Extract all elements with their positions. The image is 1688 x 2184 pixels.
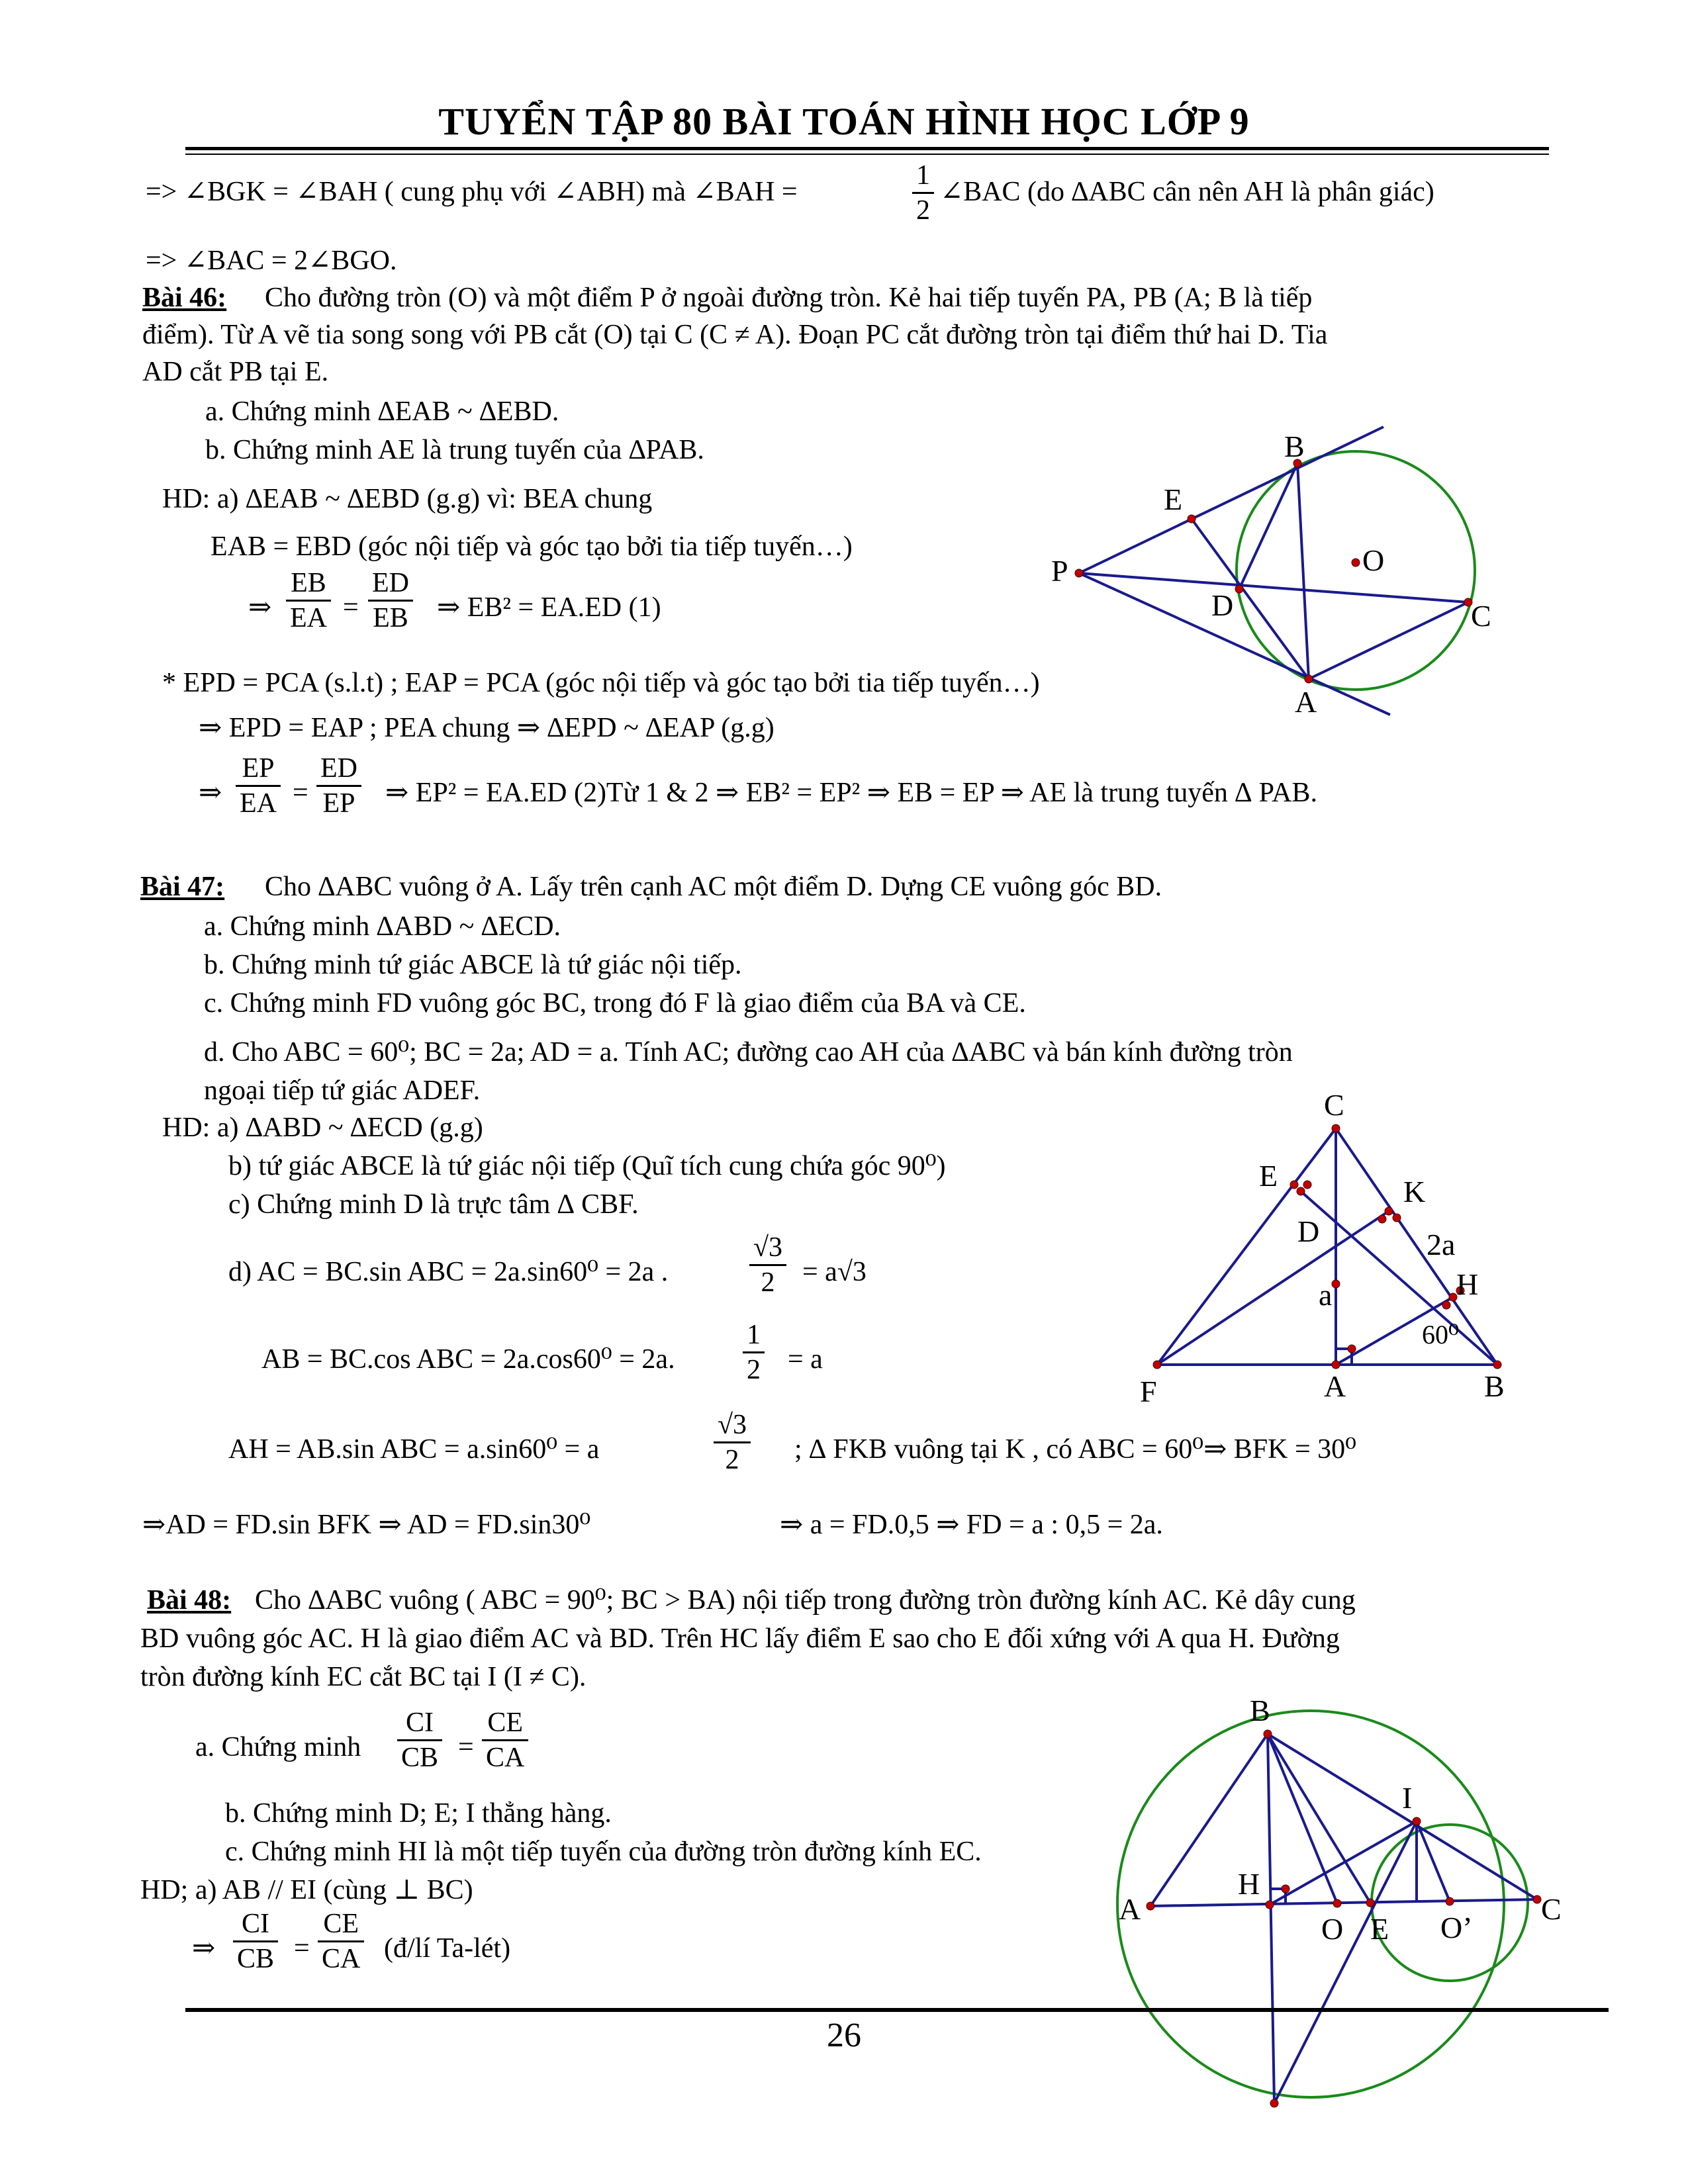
segment-pc bbox=[1079, 573, 1468, 602]
segment-bo bbox=[1268, 1734, 1337, 1903]
fraction-ce-ca-2 bbox=[318, 1907, 364, 1976]
fraction-sqrt3-2 bbox=[749, 1231, 786, 1299]
segment-ac bbox=[1309, 602, 1468, 679]
point-o bbox=[1333, 1899, 1341, 1907]
fraction-numerator: CE bbox=[318, 1907, 364, 1942]
fraction-denominator: 2 bbox=[916, 195, 930, 226]
point-d bbox=[1235, 585, 1243, 593]
fraction-ep-ea bbox=[236, 752, 281, 820]
problem-47-question-d-1: d. Cho ABC = 60⁰; BC = 2a; AD = a. Tính AC; đường cao AH của ∆ABC và bán kính đường tròn bbox=[204, 1037, 1293, 1068]
equals-sign: = bbox=[293, 778, 308, 808]
point-k bbox=[1385, 1207, 1393, 1215]
diameter-ac bbox=[1150, 1899, 1537, 1906]
fraction-denominator: CA bbox=[322, 1944, 361, 1974]
fraction-ce-ca bbox=[482, 1706, 528, 1774]
problem-48-question-c: c. Chứng minh HI là một tiếp tuyến của đường tròn đường kính EC. bbox=[225, 1837, 982, 1867]
figure-46 bbox=[1033, 410, 1491, 728]
label-2a: 2a bbox=[1427, 1228, 1456, 1261]
problem-47-hint-2: b) tứ giác ABCE là tứ giác nội tiếp (Quĩ tích cung chứa góc 90⁰) bbox=[228, 1151, 946, 1181]
problem-47-hint-1: HD: a) ∆ABD ~ ∆ECD (g.g) bbox=[162, 1113, 483, 1143]
point-b bbox=[1264, 1730, 1272, 1738]
problem-47-statement: Cho ∆ABC vuông ở A. Lấy trên cạnh AC một điểm D. Dựng CE vuông góc BD. bbox=[265, 872, 1162, 902]
prev-fraction bbox=[912, 159, 934, 227]
fraction-ed-ep bbox=[316, 752, 361, 820]
fraction-sqrt3-2b bbox=[714, 1408, 751, 1477]
point-a bbox=[1305, 675, 1313, 683]
header-rule-thin bbox=[185, 154, 1549, 155]
label-a: A bbox=[1119, 1892, 1141, 1926]
problem-48-heading bbox=[147, 1582, 231, 1619]
label-i: I bbox=[1402, 1781, 1413, 1815]
point-a bbox=[1332, 1361, 1340, 1369]
label-p: P bbox=[1051, 554, 1068, 588]
fraction-numerator: ED bbox=[368, 567, 413, 602]
tangent-pa bbox=[1079, 573, 1390, 715]
point-k-mark bbox=[1393, 1214, 1401, 1222]
label-o: O bbox=[1362, 543, 1385, 577]
segment-bc bbox=[1268, 1734, 1537, 1899]
label-k: K bbox=[1403, 1175, 1426, 1208]
label-b: B bbox=[1250, 1694, 1270, 1727]
label-b: B bbox=[1484, 1369, 1505, 1403]
point-o2 bbox=[1446, 1897, 1454, 1905]
fraction-numerator: CI bbox=[233, 1907, 278, 1942]
fraction-numerator: 1 bbox=[743, 1318, 765, 1353]
problem-47-hint-3: c) Chứng minh D là trực tâm ∆ CBF. bbox=[228, 1189, 639, 1220]
label-a: A bbox=[1295, 685, 1317, 719]
label-c: C bbox=[1471, 599, 1491, 633]
fraction-eb-ea bbox=[286, 567, 331, 635]
label-e: E bbox=[1259, 1159, 1278, 1193]
label-d: D bbox=[1211, 588, 1234, 622]
label-o: O bbox=[1321, 1912, 1344, 1946]
problem-47-hint-7b: ⇒ a = FD.0,5 ⇒ FD = a : 0,5 = 2a. bbox=[780, 1510, 1163, 1540]
problem-47-label: Bài 47: bbox=[140, 872, 225, 902]
problem-46-question-b: b. Chứng minh AE là trung tuyến của ∆PAB. bbox=[205, 435, 704, 465]
page-title: TUYỂN TẬP 80 BÀI TOÁN HÌNH HỌC LỚP 9 bbox=[438, 100, 1250, 143]
point-h-mark bbox=[1442, 1301, 1450, 1309]
problem-48-question-b: b. Chứng minh D; E; I thẳng hàng. bbox=[225, 1798, 612, 1829]
fraction-denominator: EP bbox=[322, 788, 355, 819]
point-d bbox=[1332, 1280, 1340, 1288]
point-c bbox=[1332, 1124, 1340, 1132]
problem-48-hint-2: (đ/lí Ta-lét) bbox=[384, 1933, 511, 1964]
problem-47-hint-5b: = a bbox=[788, 1344, 823, 1375]
label-d: D bbox=[1297, 1214, 1320, 1248]
fraction-denominator: 2 bbox=[747, 1355, 761, 1385]
problem-48-label: Bài 48: bbox=[147, 1585, 232, 1615]
fraction-denominator: EB bbox=[373, 603, 408, 633]
problem-46-hint-5: ⇒ EPD = EAP ; PEA chung ⇒ ∆EPD ~ ∆EAP (g.g) bbox=[199, 713, 774, 743]
fraction-numerator: √3 bbox=[749, 1231, 786, 1266]
problem-46-label: Bài 46: bbox=[142, 283, 227, 313]
label-c: C bbox=[1324, 1088, 1344, 1122]
problem-46-statement-3: AD cắt PB tại E. bbox=[142, 357, 329, 387]
problem-47-hint-6: AH = AB.sin ABC = a.sin60⁰ = a bbox=[228, 1434, 600, 1465]
footer-rule bbox=[185, 2008, 1609, 2012]
problem-46-statement-1: Cho đường tròn (O) và một điểm P ở ngoài đường tròn. Kẻ hai tiếp tuyến PA, PB (A; B là tiếp bbox=[265, 283, 1313, 313]
problem-46-hint-4: * EPD = PCA (s.l.t) ; EAP = PCA (góc nội tiếp và góc tạo bởi tia tiếp tuyến…) bbox=[162, 668, 1040, 698]
point-a bbox=[1147, 1902, 1154, 1910]
problem-47-question-d-2: ngoại tiếp tứ giác ADEF. bbox=[204, 1075, 481, 1106]
prev-line-2: => ∠BAC = 2∠BGO. bbox=[146, 246, 397, 276]
segment-fk bbox=[1157, 1211, 1389, 1365]
problem-47-hint-5: AB = BC.cos ABC = 2a.cos60⁰ = 2a. bbox=[261, 1344, 675, 1375]
point-a-mark bbox=[1348, 1345, 1356, 1353]
problem-47-heading bbox=[140, 868, 224, 905]
problem-46-hint-3: ⇒ EB² = EA.ED (1) bbox=[437, 592, 661, 623]
problem-46-statement-2: điểm). Từ A vẽ tia song song với PB cắt (O) tại C (C ≠ A). Đoạn PC cắt đường tròn tại điểm thứ hai D. Tia bbox=[142, 320, 1328, 350]
problem-48-hint-1: HD; a) AB // EI (cùng ⊥ BC) bbox=[140, 1875, 473, 1905]
fraction-ed-eb bbox=[368, 567, 413, 635]
problem-46-question-a: a. Chứng minh ∆EAB ~ ∆EBD. bbox=[205, 396, 559, 427]
segment-ba bbox=[1297, 463, 1309, 679]
fraction-denominator: CB bbox=[401, 1743, 439, 1773]
fraction-numerator: CE bbox=[482, 1706, 528, 1741]
segment-io2 bbox=[1417, 1821, 1450, 1901]
label-h: H bbox=[1238, 1867, 1260, 1901]
problem-46-hint-6-implies: ⇒ bbox=[199, 778, 222, 808]
fraction-numerator: CI bbox=[397, 1706, 442, 1741]
fraction-denominator: CA bbox=[486, 1743, 525, 1773]
problem-47-question-a: a. Chứng minh ∆ABD ~ ∆ECD. bbox=[204, 911, 561, 942]
point-f bbox=[1153, 1361, 1161, 1369]
problem-46-heading bbox=[142, 279, 226, 316]
point-e-mark bbox=[1290, 1181, 1298, 1189]
point-k-mark bbox=[1378, 1215, 1386, 1223]
fraction-numerator: 1 bbox=[912, 159, 934, 194]
fraction-ci-cb-2 bbox=[233, 1907, 278, 1976]
prev-line-1a: => ∠BGK = ∠BAH ( cung phụ với ∠ABH) mà ∠BAH = bbox=[146, 177, 798, 207]
fraction-denominator: 2 bbox=[725, 1445, 739, 1475]
label-angle: 60⁰ bbox=[1422, 1320, 1460, 1349]
problem-46-hint-3-implies: ⇒ bbox=[248, 592, 272, 623]
equals-sign: = bbox=[458, 1732, 474, 1762]
problem-47-hint-4: d) AC = BC.sin ABC = 2a.sin60⁰ = 2a . bbox=[228, 1257, 669, 1287]
problem-46-hint-2: EAB = EBD (góc nội tiếp và góc tạo bởi tia tiếp tuyến…) bbox=[211, 531, 853, 562]
figure-48 bbox=[1112, 1694, 1575, 2171]
point-e bbox=[1366, 1899, 1374, 1907]
label-a-length: a bbox=[1319, 1278, 1333, 1312]
fraction-denominator: CB bbox=[237, 1944, 275, 1974]
figure-47 bbox=[1125, 1072, 1536, 1416]
problem-48-statement-3: tròn đường kính EC cắt BC tại I (I ≠ C). bbox=[140, 1662, 586, 1692]
point-e-mark bbox=[1303, 1181, 1311, 1189]
label-a: A bbox=[1324, 1369, 1346, 1403]
problem-48-statement-2: BD vuông góc AC. H là giao điểm AC và BD. Trên HC lấy điểm E sao cho E đối xứng với A qua H. Đường bbox=[140, 1623, 1340, 1654]
fraction-numerator: EB bbox=[286, 567, 331, 602]
problem-47-question-c: c. Chứng minh FD vuông góc BC, trong đó F là giao điểm của BA và CE. bbox=[204, 988, 1026, 1019]
ray-ae bbox=[1192, 519, 1309, 679]
equals-sign: = bbox=[294, 1933, 310, 1964]
problem-47-hint-6b: ; ∆ FKB vuông tại K , có ABC = 60⁰⇒ BFK = 30⁰ bbox=[794, 1434, 1357, 1465]
fraction-denominator: EA bbox=[240, 788, 277, 819]
tangent-pb bbox=[1079, 427, 1383, 573]
problem-48-question-a: a. Chứng minh bbox=[195, 1732, 361, 1762]
point-e bbox=[1297, 1187, 1305, 1195]
label-b: B bbox=[1284, 430, 1305, 463]
label-f: F bbox=[1140, 1375, 1157, 1408]
point-h bbox=[1266, 1901, 1274, 1909]
problem-46-hint-6: ⇒ EP² = EA.ED (2)Từ 1 & 2 ⇒ EB² = EP² ⇒ EB = EP ⇒ AE là trung tuyến ∆ PAB. bbox=[385, 778, 1317, 808]
problem-47-hint-4b: = a√3 bbox=[802, 1257, 867, 1287]
circle-o bbox=[1237, 451, 1475, 690]
problem-46-hint-1: HD: a) ∆EAB ~ ∆EBD (g.g) vì: BEA chung bbox=[162, 484, 653, 514]
header-rule bbox=[185, 147, 1549, 150]
problem-47-question-b: b. Chứng minh tứ giác ABCE là tứ giác nội tiếp. bbox=[204, 950, 742, 980]
label-e: E bbox=[1164, 482, 1183, 516]
prev-line-1b: ∠BAC (do ∆ABC cân nên AH là phân giác) bbox=[940, 177, 1434, 207]
fraction-numerator: ED bbox=[316, 752, 361, 787]
point-o bbox=[1352, 559, 1360, 567]
label-c: C bbox=[1541, 1892, 1562, 1926]
equals-sign: = bbox=[343, 592, 359, 623]
page-number: 26 bbox=[827, 2017, 861, 2054]
fraction-denominator: EA bbox=[290, 603, 327, 633]
label-o-prime: O’ bbox=[1440, 1911, 1473, 1944]
fraction-denominator: 2 bbox=[761, 1267, 775, 1298]
fraction-numerator: √3 bbox=[714, 1408, 751, 1443]
label-h: H bbox=[1456, 1267, 1479, 1301]
point-c bbox=[1533, 1895, 1541, 1903]
point-p bbox=[1075, 569, 1083, 577]
point-i bbox=[1413, 1817, 1421, 1825]
fraction-numerator: EP bbox=[236, 752, 281, 787]
problem-48-statement-1: Cho ∆ABC vuông ( ABC = 90⁰; BC > BA) nội tiếp trong đường tròn đường kính AC. Kẻ dây cung bbox=[255, 1585, 1356, 1615]
point-b bbox=[1493, 1361, 1501, 1369]
problem-48-hint-2-implies: ⇒ bbox=[192, 1933, 216, 1964]
point-e bbox=[1188, 515, 1196, 523]
fraction-ci-cb bbox=[397, 1706, 442, 1774]
problem-47-hint-7: ⇒AD = FD.sin BFK ⇒ AD = FD.sin30⁰ bbox=[142, 1510, 591, 1540]
label-e: E bbox=[1370, 1912, 1389, 1946]
point-h-mark bbox=[1282, 1885, 1289, 1893]
point-d bbox=[1270, 2099, 1278, 2107]
fraction-1-2 bbox=[743, 1318, 765, 1387]
